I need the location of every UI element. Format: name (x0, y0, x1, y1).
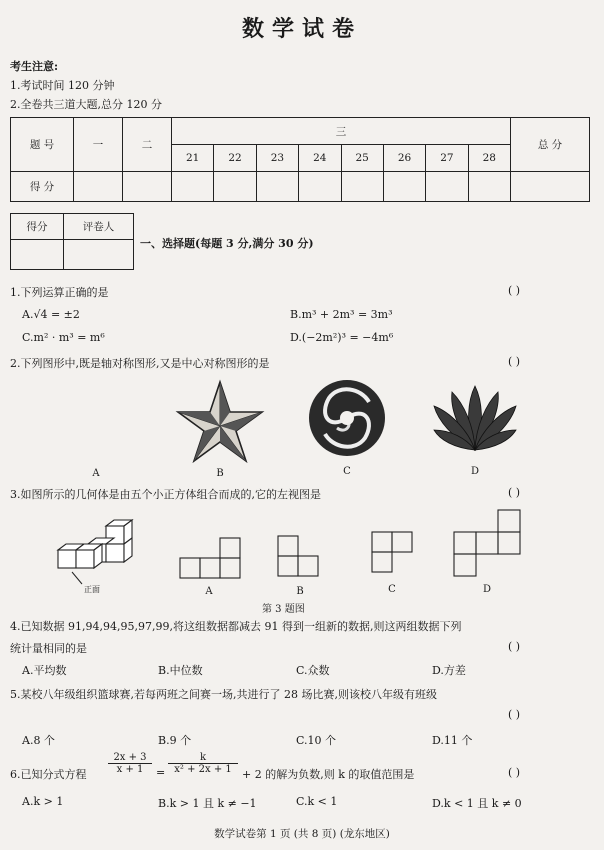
answer-paren: ( ) (508, 766, 521, 779)
score-table-sub: 25 (341, 145, 383, 172)
q3-option-d-figure (452, 508, 522, 578)
q1-option-c: C.m² · m³ = m⁶ (22, 331, 105, 344)
score-table-row-label: 得 分 (11, 172, 74, 202)
answer-paren: ( ) (508, 355, 521, 368)
question-4-stem-line-1: 4.已知数据 91,94,94,95,97,99,将这组数据都减去 91 得到一组新的数据,则这两组数据下列 (10, 620, 462, 633)
score-table-sub: 28 (468, 145, 510, 172)
fraction-2 (168, 752, 238, 775)
q2-label-d: D (470, 466, 480, 477)
score-table-col-1: 一 (74, 118, 123, 172)
q5-option-d: D.11 个 (432, 734, 473, 747)
question-1-stem: 1.下列运算正确的是 (10, 286, 109, 299)
score-cell (123, 172, 172, 202)
score-table-col-3: 三 (172, 118, 511, 145)
score-table-sub: 23 (256, 145, 298, 172)
q6-option-d: D.k < 1 且 k ≠ 0 (432, 797, 522, 810)
question-5-stem: 5.某校八年级组织篮球赛,若每两班之间赛一场,共进行了 28 场比赛,则该校八年级有班级 (10, 688, 437, 701)
score-cell (426, 172, 468, 202)
q1-option-a: A.√4 = ±2 (22, 308, 80, 321)
notice-line-2: 2.全卷共三道大题,总分 120 分 (10, 98, 162, 111)
score-cell (511, 172, 590, 202)
grader-box (10, 213, 134, 270)
answer-paren: ( ) (508, 284, 521, 297)
q3-label-b: B (296, 586, 304, 597)
score-cell (468, 172, 510, 202)
score-table-sub: 22 (214, 145, 256, 172)
grader-reviewer-label: 评卷人 (64, 214, 134, 240)
fraction-1-numerator: 2x + 3 (108, 752, 152, 764)
page-footer: 数学试卷第 1 页 (共 8 页) (龙东地区) (214, 828, 390, 840)
q3-option-a-figure (176, 536, 242, 580)
q5-option-a: A.8 个 (22, 734, 55, 747)
score-cell (299, 172, 341, 202)
q6-option-b: B.k > 1 且 k ≠ −1 (158, 797, 257, 810)
question-6-post: + 2 的解为负数,则 k 的取值范围是 (242, 768, 415, 781)
cube-solid-figure (50, 518, 140, 594)
question-2-stem: 2.下列图形中,既是轴对称图形,又是中心对称图形的是 (10, 357, 270, 370)
answer-paren: ( ) (508, 708, 521, 721)
section-heading: 一、选择题(每题 3 分,满分 30 分) (140, 237, 314, 250)
question-4-stem-line-2: 统计量相同的是 (10, 642, 87, 655)
score-table-sub: 24 (299, 145, 341, 172)
grader-score-label: 得分 (11, 214, 64, 240)
answer-paren: ( ) (508, 640, 521, 653)
fraction-2-denominator: x² + 2x + 1 (174, 764, 232, 775)
q3-label-a: A (205, 586, 213, 597)
notice-heading: 考生注意: (10, 60, 59, 73)
notice-line-1: 1.考试时间 120 分钟 (10, 79, 115, 92)
score-cell (383, 172, 425, 202)
q5-option-b: B.9 个 (158, 734, 192, 747)
q6-option-a: A.k > 1 (22, 795, 64, 808)
score-table-sub: 27 (426, 145, 468, 172)
figure-caption: 第 3 题图 (262, 604, 305, 615)
q6-option-c: C.k < 1 (296, 795, 338, 808)
flower-figure (430, 380, 520, 460)
q1-option-d: D.(−2m²)³ = −4m⁶ (290, 331, 394, 344)
swirl-figure (305, 376, 389, 460)
q5-option-c: C.10 个 (296, 734, 337, 747)
score-table-total: 总 分 (511, 118, 590, 172)
fraction-2-numerator: k (168, 752, 238, 764)
q4-option-b: B.中位数 (158, 664, 203, 677)
score-table-col-2: 二 (123, 118, 172, 172)
q2-label-a: A (92, 468, 100, 479)
score-cell (172, 172, 214, 202)
score-cell (214, 172, 256, 202)
score-table-sub: 21 (172, 145, 214, 172)
q4-option-c: C.众数 (296, 664, 330, 677)
page-title: 数学试卷 (241, 16, 362, 42)
score-cell (256, 172, 298, 202)
q4-option-a: A.平均数 (22, 664, 67, 677)
equals-sign: = (156, 766, 166, 779)
question-3-stem: 3.如图所示的几何体是由五个小正方体组合而成的,它的左视图是 (10, 488, 321, 501)
q2-label-b: B (216, 468, 224, 479)
score-cell (74, 172, 123, 202)
q1-option-b: B.m³ + 2m³ = 3m³ (290, 308, 393, 321)
score-cell (341, 172, 383, 202)
q3-label-d: D (482, 584, 492, 595)
q4-option-d: D.方差 (432, 664, 466, 677)
question-6-pre: 6.已知分式方程 (10, 768, 87, 781)
score-table-header-label: 题 号 (11, 118, 74, 172)
grader-cell (11, 240, 64, 270)
q3-option-b-figure (276, 534, 322, 580)
q3-label-c: C (388, 584, 396, 595)
q3-option-c-figure (370, 530, 416, 576)
fraction-1 (108, 752, 152, 775)
q2-label-c: C (343, 466, 351, 477)
grader-cell (64, 240, 134, 270)
fraction-1-denominator: x + 1 (116, 764, 144, 775)
answer-paren: ( ) (508, 486, 521, 499)
star-figure (175, 378, 265, 464)
front-label: 正面 (84, 585, 100, 594)
score-table (10, 117, 590, 202)
score-table-sub: 26 (383, 145, 425, 172)
